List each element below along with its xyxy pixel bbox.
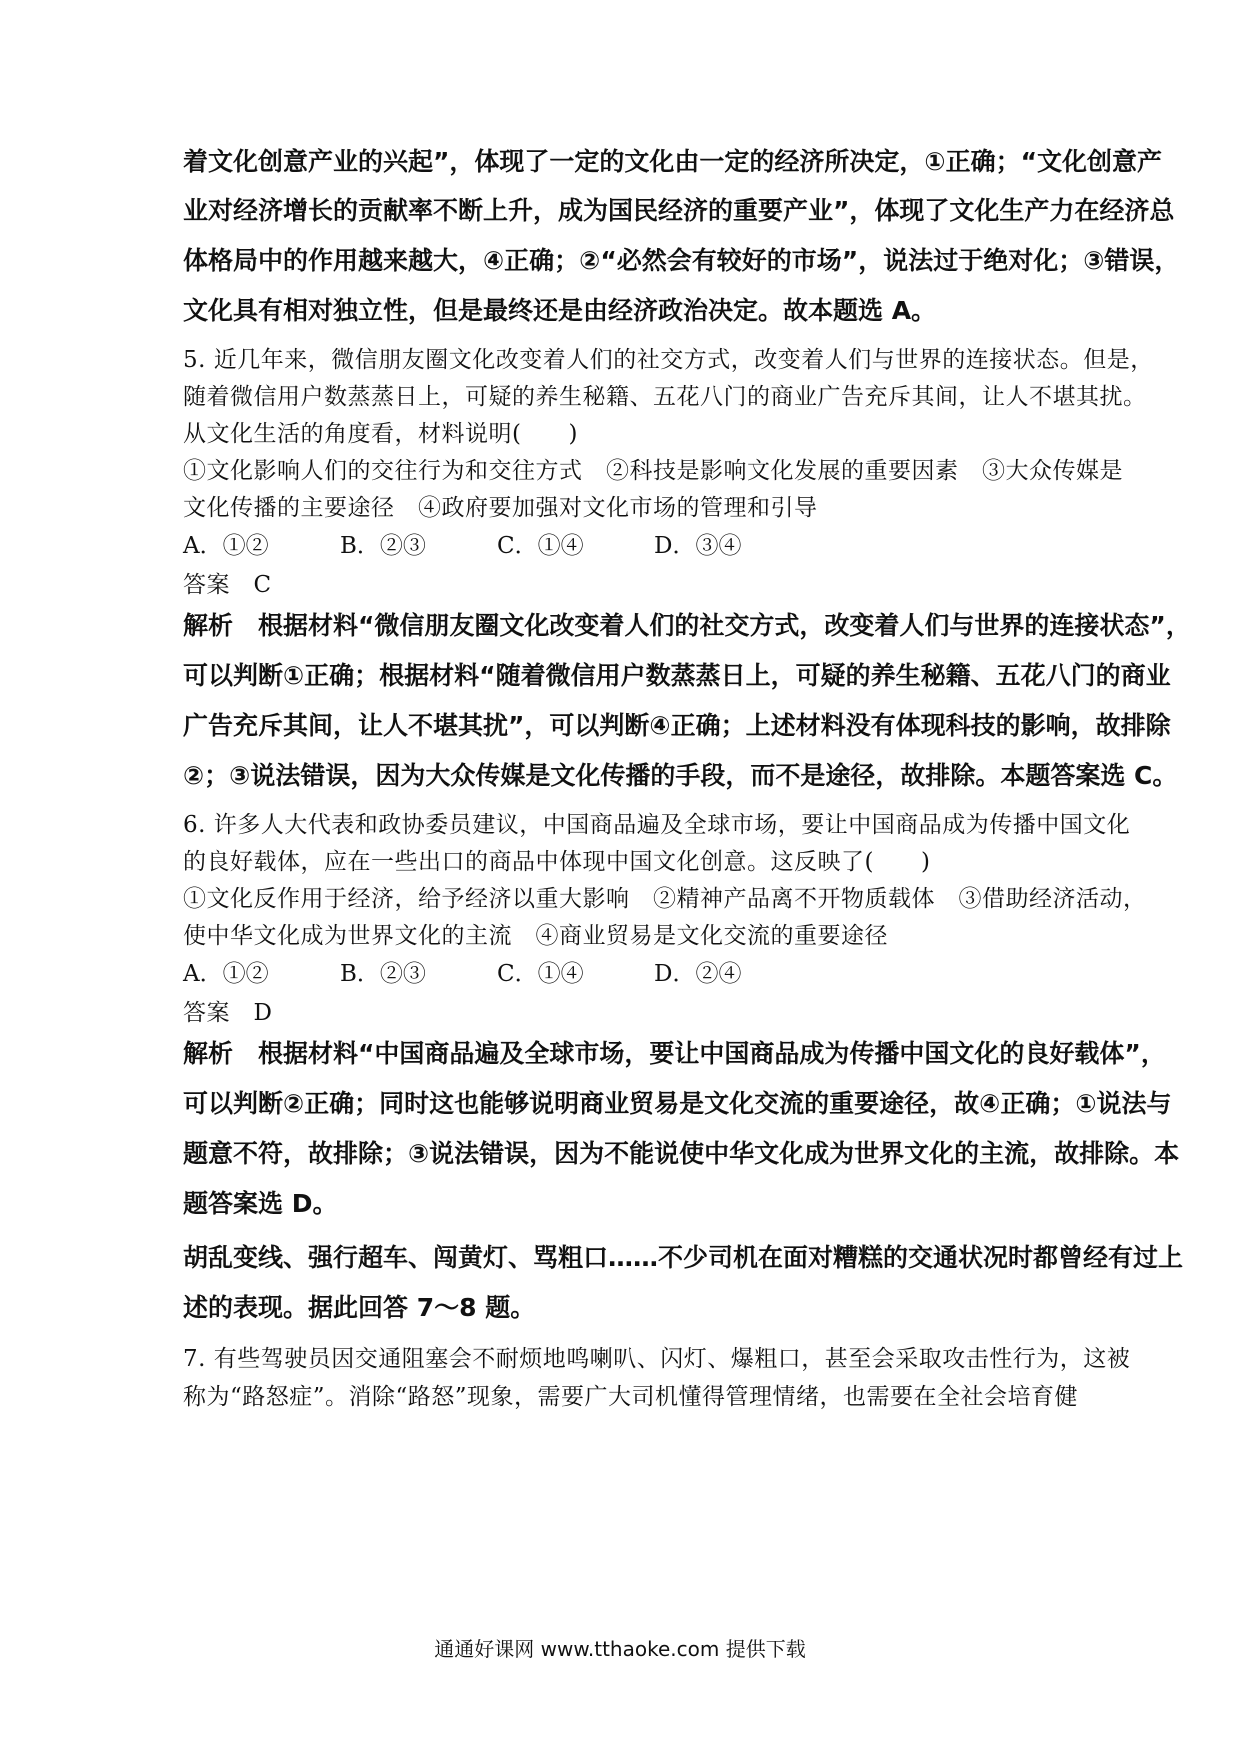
option-b: B．②③ <box>340 961 426 987</box>
question-6-analysis: 解析 根据材料“中国商品遍及全球市场，要让中国商品成为传播中国文化的良好载体”， <box>183 1039 1166 1068</box>
question-6-analysis: 题意不符，故排除；③说法错误，因为不能说使中华文化成为世界文化的主流，故排除。本 <box>183 1139 1180 1168</box>
question-5-stem: 5. 近几年来，微信朋友圈文化改变着人们的社交方式，改变着人们与世界的连接状态。但是， <box>183 347 1154 373</box>
analysis-line: 着文化创意产业的兴起”，体现了一定的文化由一定的经济所决定，①正确；“文化创意产 <box>183 147 1163 176</box>
question-6-stem: 6. 许多人大代表和政协委员建议，中国商品遍及全球市场，要让中国商品成为传播中国文化 <box>183 812 1131 838</box>
question-6-answer: 答案 D <box>183 1000 273 1026</box>
option-a: A．①② <box>183 961 269 987</box>
question-5-stem: 随着微信用户数蒸蒸日上，可疑的养生秘籍、五花八门的商业广告充斥其间，让人不堪其扰。 <box>183 384 1147 410</box>
question-7-stem: 7. 有些驾驶员因交通阻塞会不耐烦地鸣喇叭、闪灯、爆粗口，甚至会采取攻击性行为，这被 <box>183 1346 1131 1372</box>
question-6-statements: ①文化反作用于经济，给予经济以重大影响 ②精神产品离不开物质载体 ③借助经济活动， <box>183 886 1147 912</box>
option-b: B．②③ <box>340 533 426 559</box>
material-intro: 胡乱变线、强行超车、闯黄灯、骂粗口……不少司机在面对糟糕的交通状况时都曾经有过上 <box>183 1243 1184 1272</box>
question-5-stem: 从文化生活的角度看，材料说明( ) <box>183 421 578 447</box>
option-d: D．③④ <box>654 533 742 559</box>
question-5-analysis: 解析 根据材料“微信朋友圈文化改变着人们的社交方式，改变着人们与世界的连接状态”， <box>183 611 1191 640</box>
question-5-analysis: 广告充斥其间，让人不堪其扰”，可以判断④正确；上述材料没有体现科技的影响，故排除 <box>183 711 1171 740</box>
question-5-analysis: 可以判断①正确；根据材料“随着微信用户数蒸蒸日上，可疑的养生秘籍、五花八门的商业 <box>183 661 1171 690</box>
analysis-line: 文化具有相对独立性，但是最终还是由经济政治决定。故本题选 A。 <box>183 296 937 325</box>
question-6-analysis: 可以判断②正确；同时这也能够说明商业贸易是文化交流的重要途径，故④正确；①说法与 <box>183 1089 1172 1118</box>
question-5-analysis: ②；③说法错误，因为大众传媒是文化传播的手段，而不是途径，故排除。本题答案选 C。 <box>183 761 1178 790</box>
analysis-line: 体格局中的作用越来越大，④正确；②“必然会有较好的市场”，说法过于绝对化；③错误， <box>183 246 1180 275</box>
option-c: C．①④ <box>497 533 584 559</box>
question-5-statements: 文化传播的主要途径 ④政府要加强对文化市场的管理和引导 <box>183 495 818 521</box>
question-5-answer: 答案 C <box>183 572 272 598</box>
question-6-analysis: 题答案选 D。 <box>183 1189 338 1218</box>
option-d: D．②④ <box>654 961 742 987</box>
question-5-statements: ①文化影响人们的交往行为和交往方式 ②科技是影响文化发展的重要因素 ③大众传媒是 <box>183 458 1123 484</box>
page-footer: 通通好课网 www.tthaoke.com 提供下载 <box>434 1637 806 1661</box>
analysis-line: 业对经济增长的贡献率不断上升，成为国民经济的重要产业”，体现了文化生产力在经济总 <box>183 196 1175 225</box>
option-a: A．①② <box>183 533 269 559</box>
question-7-stem: 称为“路怒症”。消除“路怒”现象，需要广大司机懂得管理情绪，也需要在全社会培育健 <box>183 1384 1079 1410</box>
question-6-statements: 使中华文化成为世界文化的主流 ④商业贸易是文化交流的重要途径 <box>183 923 888 949</box>
material-intro: 述的表现。据此回答 7～8 题。 <box>183 1293 536 1322</box>
question-6-stem: 的良好载体，应在一些出口的商品中体现中国文化创意。这反映了( ) <box>183 849 931 875</box>
option-c: C．①④ <box>497 961 584 987</box>
